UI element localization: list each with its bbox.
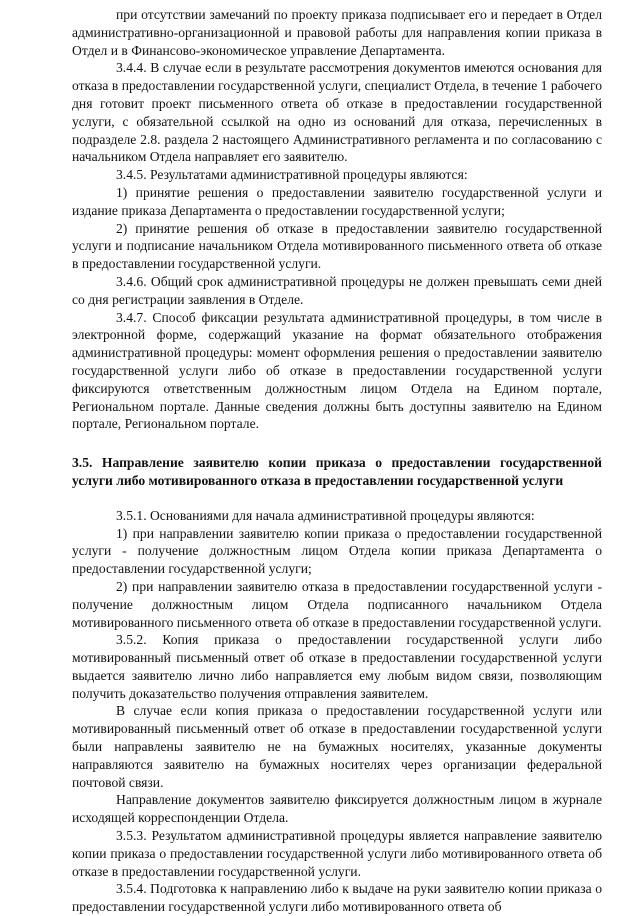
paragraph-continuation: при отсутствии замечаний по проекту приказа подписывает его и передает в Отдел административно-организационной и правовой работы для направления копии приказа в Отдел и в Финансово-экономическое управление Департамента. bbox=[72, 7, 602, 58]
list-item-2: 2) принятие решения об отказе в предоставлении заявителю государственной услуги и подписание начальником Отдела мотивированного письменного ответа об отказе в предоставлении государственной услуги. bbox=[72, 220, 602, 272]
list-item-2: 2) при направлении заявителю отказа в предоставлении государственной услуги - получение должностным лицом Отдела подписанного начальником Отдела мотивированного письменного ответа об отказе в предоставлении государственной услуги. bbox=[72, 578, 602, 630]
paragraph-3-4-5: 3.4.5. Результатами административной процедуры являются: bbox=[116, 167, 468, 183]
paragraph-3-5-3: 3.5.3. Результатом административной процедуры является направление заявителю копии приказа о предоставлении государственной услуги либо мотивированного ответа об отказе в предоставлении государственной услуги. bbox=[72, 828, 602, 879]
paragraph-3-5-1: 3.5.1. Основаниями для начала административной процедуры являются: bbox=[116, 507, 535, 523]
paragraph-3-4-4: 3.4.4. В случае если в результате рассмотрения документов имеются основания для отказа в предоставлении государственной услуги, специалист Отдела, в течение 1 рабочего дня готовит проект письменного ответа об отказе в предоставлении государственной услуги, с обязательной ссылкой на одно из оснований для отказа, перечисленных в подразделе 2.8. раздела 2 настоящего Административного регламента и по согласованию с начальником Отдела направляет его заявителю. bbox=[72, 60, 602, 165]
document-body-top bbox=[72, 6, 602, 433]
paragraph-3-5-4: 3.5.4. Подготовка к направлению либо к выдаче на руки заявителю копии приказа о предоставлении государственной услуги либо мотивированного ответа об bbox=[72, 881, 602, 915]
paragraph-paper-delivery: В случае если копия приказа о предоставлении государственной услуги или мотивированный письменный ответ об отказе в предоставлении государственной услуги были направлены заявителю не на бумажных носителях, указанные документы направляются заявителю на бумажных носителях через организации федеральной почтовой связи. bbox=[72, 703, 602, 790]
paragraph-3-5-2: 3.5.2. Копия приказа о предоставлении государственной услуги либо мотивированный письменный ответ об отказе в предоставлении государственной услуги выдается заявителю лично либо направляется ему любым видом связи, позволяющим получить доказательство получения отправления заявителем. bbox=[72, 632, 602, 701]
paragraph-3-4-6: 3.4.6. Общий срок административной процедуры не должен превышать семи дней со дня регистрации заявления в Отделе. bbox=[72, 273, 602, 307]
section-title-3-5: 3.5. Направление заявителю копии приказа о предоставлении государственной услуги либо мотивированного отказа в предоставлении государственной услуги bbox=[72, 455, 602, 488]
list-item-1: 1) принятие решения о предоставлении заявителю государственной услуги и издание приказа Департамента о предоставлении государственной услуги; bbox=[72, 184, 602, 218]
document-body-section bbox=[72, 507, 602, 916]
paragraph-3-4-7: 3.4.7. Способ фиксации результата административной процедуры, в том числе в электронной форме, содержащий указание на формат обязательного отображения административной процедуры: момент оформления решения о предоставлении заявителю государственной услуги либо об отказе в предоставлении государственной услуги фиксируются ответственным должностным лицом Отдела на Едином портале, Региональном портале. Данные сведения должны быть доступны заявителю на Едином портале, Региональном портале. bbox=[72, 309, 602, 432]
paragraph-registration: Направление документов заявителю фиксируется должностным лицом в журнале исходящей корреспонденции Отдела. bbox=[72, 792, 602, 826]
list-item-1: 1) при направлении заявителю копии приказа о предоставлении государственной услуги - получение должностным лицом Отдела копии приказа Департамента о предоставлении государственной услуги; bbox=[72, 525, 602, 577]
